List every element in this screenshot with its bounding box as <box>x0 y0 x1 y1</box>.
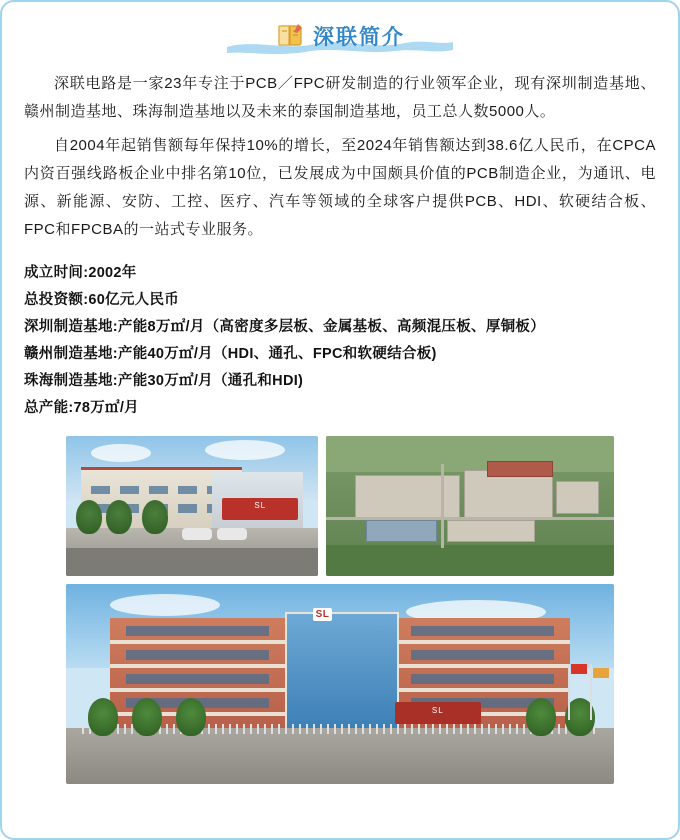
flag <box>571 664 587 674</box>
intro-content <box>20 70 660 422</box>
flag <box>593 668 609 678</box>
intro-paragraph-1: 深联电路是一家23年专注于PCB／FPC研发制造的行业领军企业，现有深圳制造基地、赣州制造基地、珠海制造基地以及未来的泰国制造基地，员工总人数5000人。 <box>24 75 656 120</box>
factory-roof-red <box>487 461 552 477</box>
ground <box>66 728 614 784</box>
page-header <box>20 2 660 70</box>
car <box>217 528 247 540</box>
glass-atrium <box>285 612 399 732</box>
tree <box>142 500 168 534</box>
company-sign-logo: SL <box>254 500 267 510</box>
fact-total-investment: 总投资额:60亿元人民币 <box>24 292 180 308</box>
fact-ganzhou-capacity: 赣州制造基地:产能40万㎡/月（HDI、通孔、FPC和软硬结合板) <box>24 346 437 362</box>
building-logo: SL <box>313 608 333 621</box>
field <box>326 545 614 576</box>
factory-roof <box>355 475 461 519</box>
photo-row-top <box>25 436 655 576</box>
cloud <box>110 594 220 616</box>
tree <box>76 500 102 534</box>
road <box>326 517 614 520</box>
tree <box>88 698 118 736</box>
photo-gallery <box>20 436 660 784</box>
warehouse-roof <box>556 481 598 514</box>
road <box>441 464 444 548</box>
tree <box>176 698 206 736</box>
intro-paragraph-2: 自2004年起销售额每年保持10%的增长，至2024年销售额达到38.6亿人民币，在CPCA内资百强线路板企业中排名第10位，已发展成为中国颇具价值的PCB制造企业，为通讯、电源、新能源、安防、工控、医疗、汽车等领域的全球客户提供PCB、HDI、软硬结合板、FPC和FPCBA的一站式专业服务。 <box>24 137 656 238</box>
zhuhai-factory-front-photo <box>66 584 614 784</box>
shenzhen-factory-gate-photo <box>66 436 318 576</box>
tree <box>132 698 162 736</box>
ganzhou-factory-aerial-photo <box>326 436 614 576</box>
road <box>66 548 318 576</box>
car <box>182 528 212 540</box>
fact-zhuhai-capacity: 珠海制造基地:产能30万㎡/月（通孔和HDI) <box>24 373 304 389</box>
fact-total-capacity: 总产能:78万㎡/月 <box>24 400 139 416</box>
company-sign-logo: SL <box>431 706 444 715</box>
company-facts-list <box>24 260 656 422</box>
fact-shenzhen-capacity: 深圳制造基地:产能8万㎡/月（高密度多层板、金属基板、高频混压板、厚铜板） <box>24 319 546 335</box>
page-title: 深联简介 <box>313 26 405 49</box>
factory-roof <box>447 520 535 542</box>
tree <box>106 500 132 534</box>
fact-founding-year: 成立时间:2002年 <box>24 265 137 281</box>
book-icon <box>275 22 305 50</box>
field <box>326 436 614 472</box>
tree <box>526 698 556 736</box>
company-sign <box>222 498 298 520</box>
company-sign <box>395 702 481 724</box>
office-roof <box>366 520 437 542</box>
cloud <box>205 440 285 460</box>
